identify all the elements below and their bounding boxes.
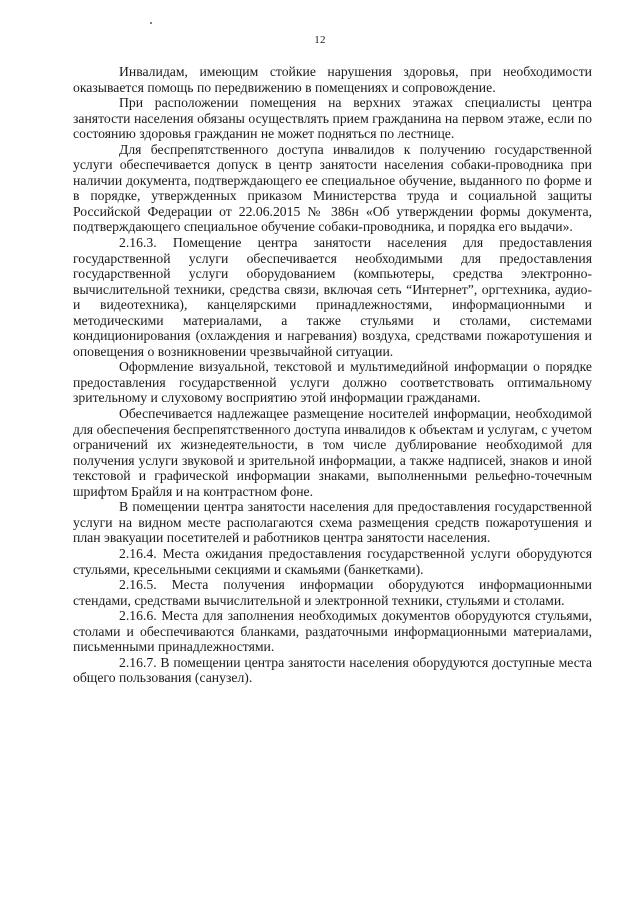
paragraph-2-16-3: 2.16.3. Помещение центра занятости населения для предоставления государственной услуги обеспечивается необходимыми для предоставления государственной услуги оборудованием (компьютеры, средства электронно-вычислительной техники, средства связи, включая сеть “Интернет”, оргтехника, аудио- и видеотехника), канцелярскими принадлежностями, информационными и методическими материалами, а также стульями и столами, системами кондиционирования (охлаждения и нагревания) воздуха, средствами пожаротушения и оповещения о возникновении чрезвычайной ситуации.	[73, 235, 592, 359]
scan-speck	[150, 22, 152, 24]
paragraph-guide-dog: Для беспрепятственного доступа инвалидов к получению государственной услуги обеспечивается допуск в центр занятости населения собаки-проводника при наличии документа, подтверждающего ее специальное обучение, выданного по форме и в порядке, утвержденных приказом Министерства труда и социальной защиты Российской Федерации от 22.06.2015 № 386н «Об утверждении формы документа, подтверждающего специальное обучение собаки-проводника, и порядка его выдачи».	[73, 141, 592, 235]
paragraph-2-16-5: 2.16.5. Места получения информации оборудуются информационными стендами, средствами вычислительной и электронной техники, стульями и столами.	[73, 577, 592, 608]
paragraph-multimedia-info: Оформление визуальной, текстовой и мультимедийной информации о порядке предоставления государственной услуги должно соответствовать оптимальному зрительному и слуховому восприятию этой информации гражданами.	[73, 359, 592, 406]
paragraph-2-16-7: 2.16.7. В помещении центра занятости населения оборудуются доступные места общего пользования (санузел).	[73, 654, 592, 686]
paragraph-assistance: Инвалидам, имеющим стойкие нарушения здоровья, при необходимости оказывается помощь по передвижению в помещениях и сопровождение.	[73, 64, 592, 95]
page-number: 12	[314, 34, 326, 46]
paragraph-evacuation-plan: В помещении центра занятости населения для предоставления государственной услуги на видном месте располагаются схема размещения средств пожаротушения и план эвакуации посетителей и работников центра занятости населения.	[73, 499, 592, 546]
paragraph-2-16-6: 2.16.6. Места для заполнения необходимых документов оборудуются стульями, столами и обеспечиваются бланками, раздаточными информационными материалами, письменными принадлежностями.	[73, 608, 592, 655]
paragraph-upper-floors: При расположении помещения на верхних этажах специалисты центра занятости населения обязаны осуществлять прием гражданина на первом этаже, если по состоянию здоровья гражданин не может подняться по лестнице.	[73, 95, 592, 142]
paragraph-info-carriers: Обеспечивается надлежащее размещение носителей информации, необходимой для обеспечения беспрепятственного доступа инвалидов к объектам и услугам, с учетом ограничений их жизнедеятельности, в том числе дублирование необходимой для получения услуги звуковой и зрительной информации, а также надписей, знаков и иной текстовой и графической информации знаками, выполненными рельефно-точечным шрифтом Брайля и на контрастном фоне.	[73, 406, 592, 499]
document-body	[73, 64, 592, 686]
paragraph-2-16-4: 2.16.4. Места ожидания предоставления государственной услуги оборудуются стульями, кресельными секциями и скамьями (банкетками).	[73, 545, 592, 577]
